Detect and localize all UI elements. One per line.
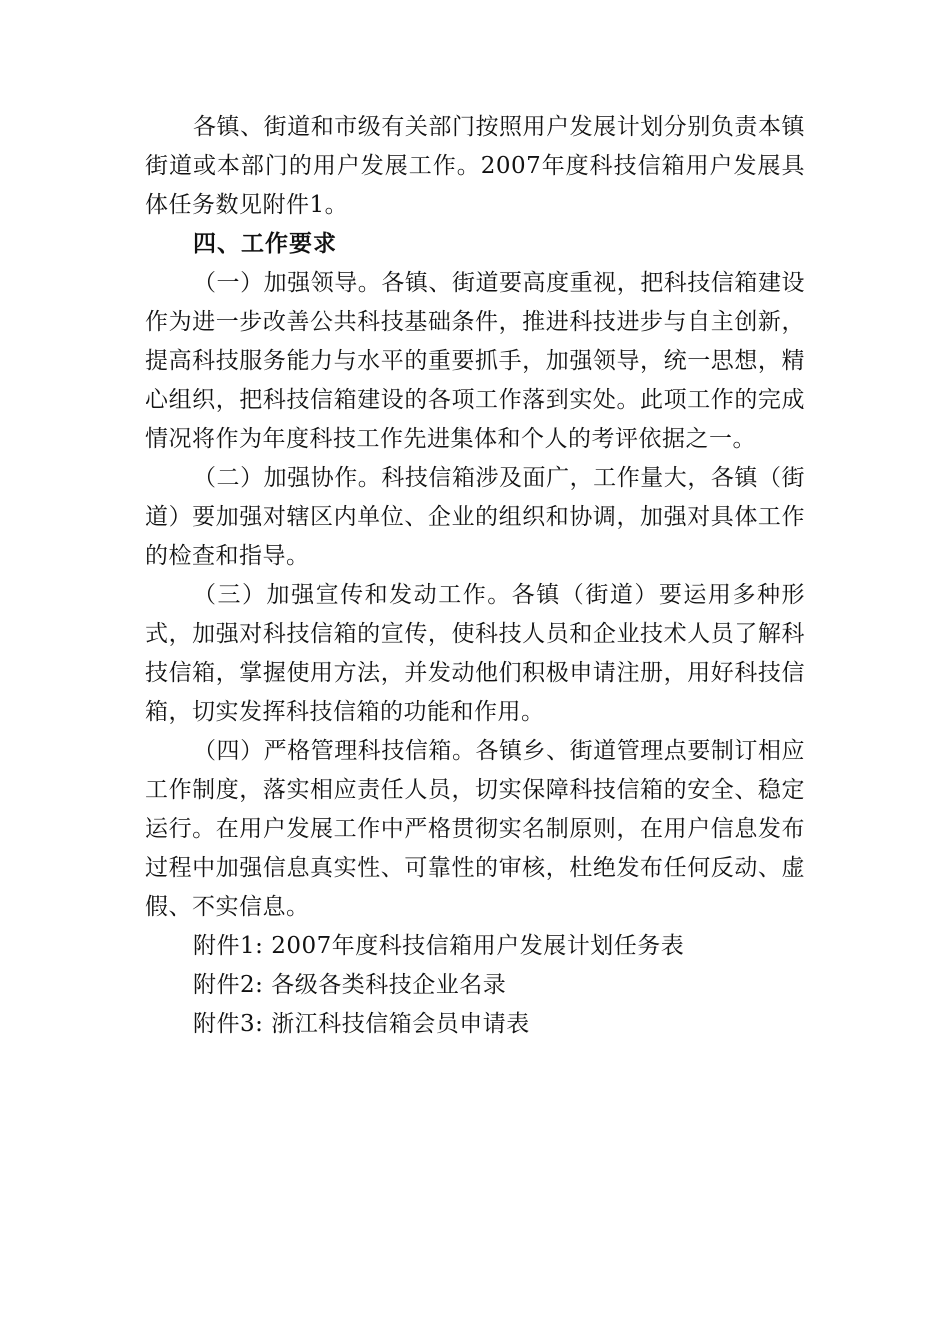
- requirement-paragraph-1: （一）加强领导。各镇、街道要高度重视，把科技信箱建设作为进一步改善公共科技基础条件，推进科技进步与自主创新，提高科技服务能力与水平的重要抓手，加强领导，统一思想，精心组织，把科技信箱建设的各项工作落到实处。此项工作的完成情况将作为年度科技工作先进集体和个人的考评依据之一。: [145, 270, 805, 452]
- attachment-item-3: 附件3: 浙江科技信箱会员申请表: [193, 1011, 530, 1037]
- intro-paragraph: 各镇、街道和市级有关部门按照用户发展计划分别负责本镇街道或本部门的用户发展工作。2007年度科技信箱用户发展具体任务数见附件1。: [145, 114, 805, 218]
- requirement-paragraph-3: （三）加强宣传和发动工作。各镇（街道）要运用多种形式，加强对科技信箱的宣传，使科技人员和企业技术人员了解科技信箱，掌握使用方法，并发动他们积极申请注册，用好科技信箱，切实发挥科技信箱的功能和作用。: [145, 582, 805, 725]
- section-heading: 四、工作要求: [193, 231, 337, 257]
- attachment-item-2: 附件2: 各级各类科技企业名录: [193, 972, 507, 998]
- requirement-paragraph-2: （二）加强协作。科技信箱涉及面广，工作量大，各镇（街道）要加强对辖区内单位、企业的组织和协调，加强对具体工作的检查和指导。: [145, 465, 805, 569]
- attachment-item-1: 附件1: 2007年度科技信箱用户发展计划任务表: [193, 933, 685, 959]
- requirement-paragraph-4: （四）严格管理科技信箱。各镇乡、街道管理点要制订相应工作制度，落实相应责任人员，切实保障科技信箱的安全、稳定运行。在用户发展工作中严格贯彻实名制原则，在用户信息发布过程中加强信息真实性、可靠性的审核，杜绝发布任何反动、虚假、不实信息。: [145, 738, 805, 920]
- attachment-list: [145, 927, 805, 1044]
- document-body: [145, 108, 805, 1044]
